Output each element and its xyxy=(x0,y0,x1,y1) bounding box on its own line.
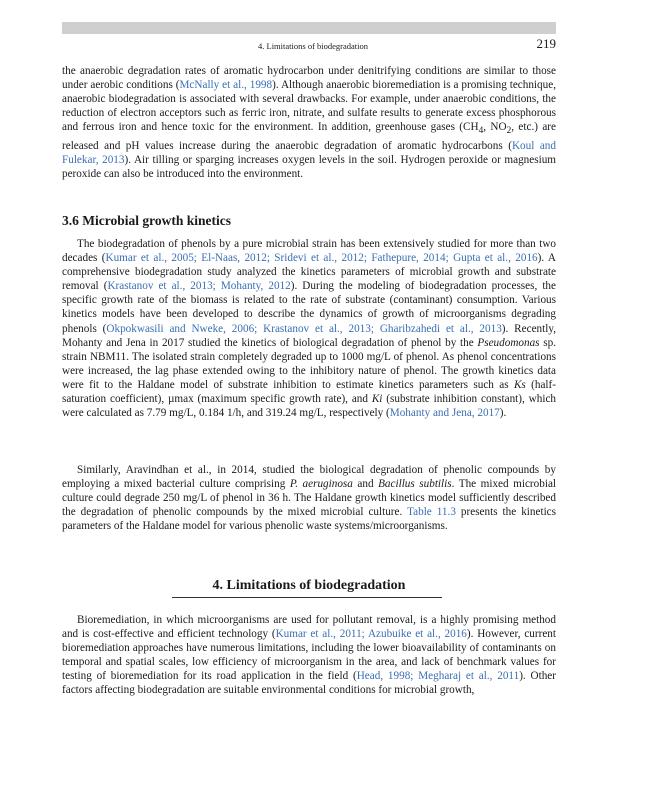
paragraph-4-block xyxy=(62,613,556,698)
paragraph-3-block xyxy=(62,463,556,533)
running-title: 4. Limitations of biodegradation xyxy=(258,41,369,51)
paragraph-1: the anaerobic degradation rates of aromatic hydrocarbon under denitrifying conditions are similar to those under aerobic conditions (McNally et al., 1998). Although anaerobic bioremediation is a promising technique, anaerobic biodegradation is associated with several drawbacks. For example, under anaerobic conditions, the reduction of electron acceptors such as ferric iron, nitrate, and sulfate results to generate excess phosphorous and ferrous iron and hence toxic for the environment. In addition, greenhouse gases ($CH_4$, $NO_2$, etc.) are released and pH values increase during the anaerobic degradation of aromatic hydrocarbons (Koul and Fulekar, 2013). Air tilling or sparging increases oxygen levels in the soil. Hydrogen peroxide or magnesium peroxide can also be introduced into the environment. xyxy=(62,65,556,180)
paragraph-1-block xyxy=(62,64,556,181)
citation-link[interactable]: McNally et al., 1998 xyxy=(179,79,273,92)
paragraph-3: Similarly, Aravindhan et al., in 2014, studied the biological degradation of phenolic compounds by employing a mixed bacterial culture comprising P. aeruginosa and Bacillus subtilis. The mixed microbial culture could degrade 250 mg/L of phenol in 36 h. The Haldane growth kinetics model sufficiently described the degradation of phenolic compounds by the mixed microbial culture. Table 11.3 presents the kinetics parameters of the Haldane model for various phenolic waste systems/microorganisms. xyxy=(62,464,557,533)
paragraph-2-block xyxy=(62,237,556,420)
citation-link[interactable]: Okpokwasili and Nweke, 2006; Krastanov et al., 2013; Gharibzahedi et al., 2013 xyxy=(106,322,502,335)
citation-link[interactable]: Kumar et al., 2005; El-Naas, 2012; Sridevi et al., 2012; Fathepure, 2014; Gupta et al., 2016 xyxy=(105,252,538,265)
chapter-heading-block xyxy=(62,578,556,594)
citation-link[interactable]: Mohanty and Jena, 2017 xyxy=(389,407,500,420)
citation-link[interactable]: Head, 1998; Megharaj et al., 2011 xyxy=(356,670,520,683)
paragraph-2: The biodegradation of phenols by a pure microbial strain has been extensively studied for more than two decades (Kumar et al., 2005; El-Naas, 2012; Sridevi et al., 2012; Fathepure, 2014; Gupta et al., 2016). A comprehensive biodegradation study analyzed the kinetics parameters of microbial growth and substrate removal (Krastanov et al., 2013; Mohanty, 2012). During the modeling of biodegradation processes, the specific growth rate of the biomass is related to the rate of substrate (contaminant) consumption. Various kinetics models have been developed to describe the dynamics of growth of microorganisms degrading phenols (Okpokwasili and Nweke, 2006; Krastanov et al., 2013; Gharibzahedi et al., 2013). Recently, Mohanty and Jena in 2017 studied the kinetics of biological degradation of phenol by the Pseudomonas sp. strain NBM11. The isolated strain completely degraded up to 1000 mg/L of phenol. As phenol concentrations were increased, the lag phase extended owing to the inhibitory nature of phenol. The growth kinetics data were fit to the Haldane model of substrate inhibition to estimate kinetics parameters such as Ks (half-saturation coefficient), µmax (maximum specific growth rate), and Ki (substrate inhibition constant), which were calculated as 7.79 mg/L, 0.184 1/h, and 319.24 mg/L, respectively (Mohanty and Jena, 2017). xyxy=(62,238,557,420)
citation-link[interactable]: Kumar et al., 2011; Azubuike et al., 2016 xyxy=(275,628,467,641)
header-band xyxy=(62,22,556,34)
table-reference-link[interactable]: Table 11.3 xyxy=(407,506,456,519)
section-heading: 3.6 Microbial growth kinetics xyxy=(62,213,231,228)
page-number: 219 xyxy=(536,36,556,51)
chapter-heading: 4. Limitations of biodegradation xyxy=(212,578,406,593)
heading-rule xyxy=(172,597,442,598)
citation-link[interactable]: Koul and Fulekar, 2013 xyxy=(62,139,556,166)
page-header xyxy=(62,36,556,54)
citation-link[interactable]: Krastanov et al., 2013; Mohanty, 2012 xyxy=(107,280,291,293)
paragraph-4: Bioremediation, in which microorganisms are used for pollutant removal, is a highly promising method and is cost-effective and efficient technology (Kumar et al., 2011; Azubuike et al., 2016). However, current bioremediation approaches have numerous limitations, including the lower bioavailability of contaminants on temporal and spatial scales, low efficiency of microorganism in the area, and lack of benchmark values for testing of bioremediation for its road application in the field (Head, 1998; Megharaj et al., 2011). Other factors affecting biodegradation are suitable environmental conditions for microbial growth, xyxy=(62,614,557,697)
